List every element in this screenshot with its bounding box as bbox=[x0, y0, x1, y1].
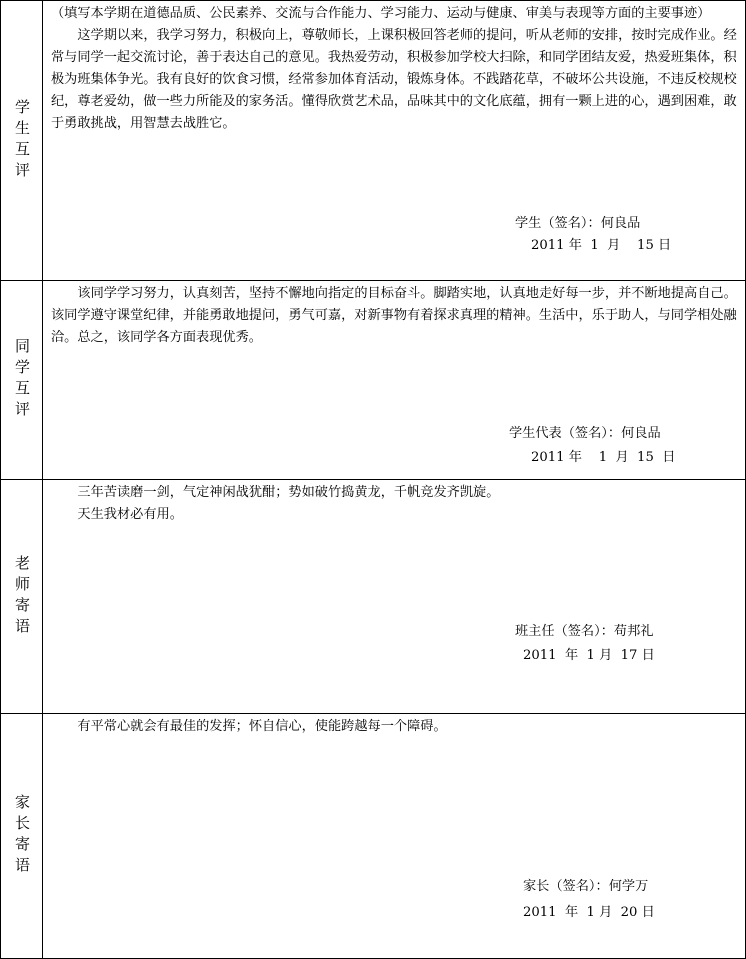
peer-evaluation-label: 同学互评 bbox=[13, 338, 31, 422]
parent-message-label: 家长寄语 bbox=[13, 794, 31, 878]
parent-signature: 家长（签名）：何学万 bbox=[523, 879, 649, 894]
student-sign-date: 2011 年 1 月 15 日 bbox=[531, 238, 672, 253]
teacher-sign-date: 2011 年 1 月 17 日 bbox=[523, 648, 655, 663]
parent-message-text: 有平常心就会有最佳的发挥；怀自信心，使能跨越每一个障碍。 bbox=[77, 719, 447, 734]
section-label-cell bbox=[1, 1, 43, 280]
section-label-cell bbox=[1, 480, 43, 713]
peer-sign-date: 2011 年 1 月 15 日 bbox=[531, 450, 676, 465]
section-label-cell bbox=[1, 714, 43, 958]
instruction-note: （填写本学期在道德品质、公民素养、交流与合作能力、学习能力、运动与健康、审美与表现等方面的主要事迹） bbox=[51, 6, 711, 21]
student-evaluation-section bbox=[1, 1, 745, 281]
teacher-message-line-2: 天生我材必有用。 bbox=[77, 507, 183, 522]
student-evaluation-label: 学生互评 bbox=[13, 98, 31, 183]
teacher-message-label: 老师寄语 bbox=[13, 554, 31, 639]
student-signature: 学生（签名）：何良品 bbox=[515, 216, 641, 231]
parent-message-section bbox=[1, 714, 745, 958]
peer-evaluation-section bbox=[1, 281, 745, 480]
teacher-message-section bbox=[1, 480, 745, 714]
teacher-message-line-1: 三年苦读磨一剑，气定神闲战犹酣；势如破竹捣黄龙，千帆竞发齐凯旋。 bbox=[77, 485, 500, 500]
teacher-signature: 班主任（签名）：苟邦礼 bbox=[515, 624, 654, 639]
section-label-cell bbox=[1, 281, 43, 479]
self-evaluation-text: 这学期以来，我学习努力，积极向上，尊敬师长，上课积极回答老师的提问，听从老师的安排，按时完成作业。经常与同学一起交流讨论，善于表达自己的意见。我热爱劳动，积极参加学校大扫除，和同学团结友爱，热爱班集体，积极为班集体争光。我有良好的饮食习惯，经常参加体育活动，锻炼身体。不践踏花草，不破坏公共设施，不违反校规校纪，尊老爱幼，做一些力所能及的家务活。懂得欣赏艺术品，品味其中的文化底蕴，拥有一颗上进的心，遇到困难，敢于勇敢挑战，用智慧去战胜它。 bbox=[51, 28, 737, 131]
peer-evaluation-text: 该同学学习努力，认真刻苦，坚持不懈地向指定的目标奋斗。脚踏实地，认真地走好每一步，并不断地提高自己。该同学遵守课堂纪律，并能勇敢地提问，勇气可嘉，对新事物有着探求真理的精神。生活中，乐于助人，与同学相处融洽。总之，该同学各方面表现优秀。 bbox=[51, 286, 737, 345]
teacher-message-content bbox=[43, 480, 745, 713]
peer-signature: 学生代表（签名）：何良品 bbox=[509, 426, 661, 441]
parent-sign-date: 2011 年 1 月 20 日 bbox=[523, 905, 655, 920]
